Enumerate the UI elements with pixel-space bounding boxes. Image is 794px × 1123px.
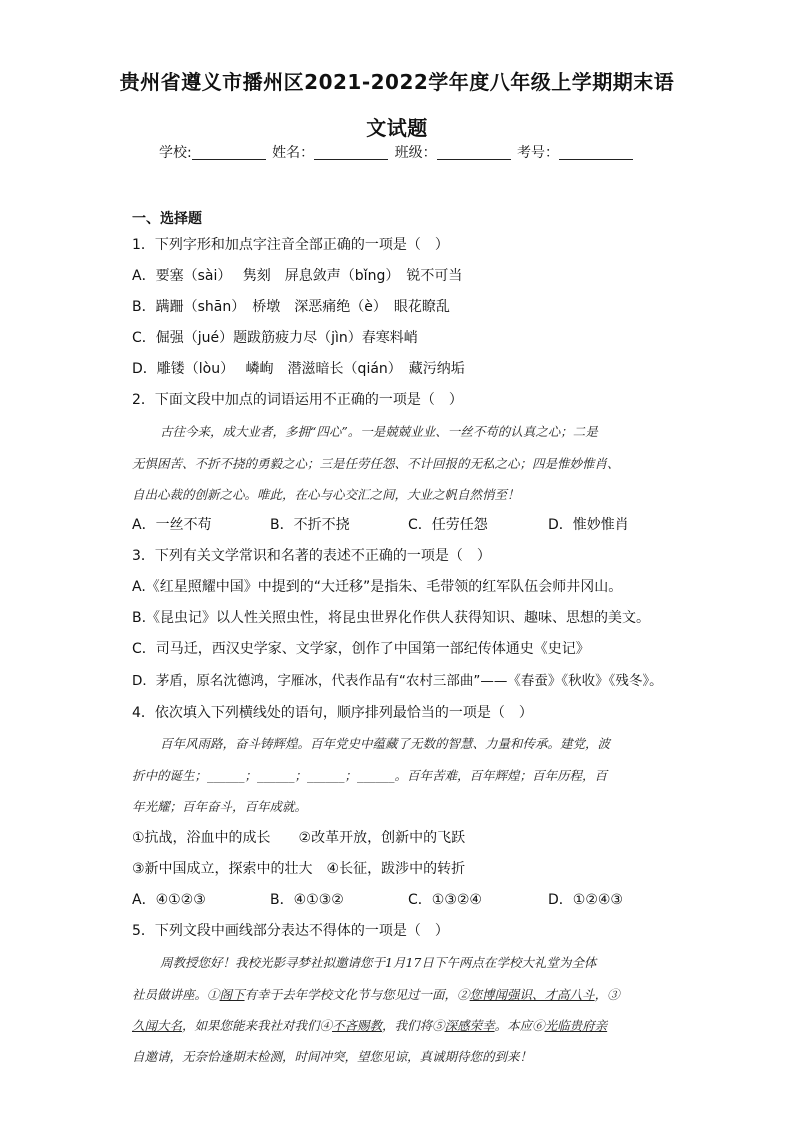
q3-option-a: A.《红星照耀中国》中提到的“大迁移”是指朱、毛带领的红军队伍会师井冈山。 xyxy=(132,579,623,595)
school-label: 学校: xyxy=(158,145,192,161)
q4-stem: 4．依次填入下列横线处的语句，顺序排列最恰当的一项是（ ） xyxy=(132,705,533,721)
q2-option-b: B．不折不挠 xyxy=(270,517,350,533)
class-label: 班级： xyxy=(394,145,437,161)
q5-p3-text-c: 。本应⑥ xyxy=(494,1018,545,1033)
q5-underline-4: 不吝赐教 xyxy=(332,1018,383,1033)
name-blank[interactable] xyxy=(314,145,388,160)
q5-underline-2: 您博闻强识、才高八斗 xyxy=(469,987,595,1002)
q3-stem: 3．下列有关文学常识和名著的表述不正确的一项是（ ） xyxy=(132,548,491,564)
q4-option-d: D．①②④③ xyxy=(548,892,623,908)
number-label: 考号： xyxy=(517,145,560,161)
q5-passage-4: 自邀请，无奈恰逢期末检测，时间冲突，望您见谅，真诚期待您的到来！ xyxy=(132,1049,533,1064)
title-line-1: 贵州省遵义市播州区2021-2022学年度八年级上学期期末语 xyxy=(119,70,675,94)
q5-p3-text-b: ，我们将⑤ xyxy=(382,1018,445,1033)
q4-sentences-2: ③新中国成立，探索中的壮大 ④长征，跋涉中的转折 xyxy=(132,861,466,877)
q3-option-b: B.《昆虫记》以人性关照虫性，将昆虫世界化作供人获得知识、趣味、思想的美文。 xyxy=(132,610,651,626)
q5-p2-text-a: 社员做讲座。① xyxy=(132,987,220,1002)
q5-stem: 5．下列文段中画线部分表达不得体的一项是（ ） xyxy=(132,923,449,939)
q5-underline-6: 光临贵府亲 xyxy=(544,1018,608,1033)
q2-option-d: D．惟妙惟肖 xyxy=(548,517,629,533)
q5-passage-1: 周教授您好！我校光影寻梦社拟邀请您于1月17日下午两点在学校大礼堂为全体 xyxy=(160,955,597,970)
class-blank[interactable] xyxy=(437,145,511,160)
title-line-2: 文试题 xyxy=(366,116,428,140)
name-label: 姓名： xyxy=(272,145,315,161)
q5-underline-1: 阁下 xyxy=(219,987,245,1002)
q3-option-c: C．司马迁，西汉史学家、文学家，创作了中国第一部纪传体通史《史记》 xyxy=(132,641,590,657)
q5-underline-5: 深感荣幸 xyxy=(444,1018,495,1033)
number-blank[interactable] xyxy=(559,145,633,160)
q4-option-b: B．④①③② xyxy=(270,892,344,908)
q4-option-c: C．①③②④ xyxy=(408,892,482,908)
q2-passage-1: 古往今来，成大业者，多拥“四心”。一是兢兢业业、一丝不苟的认真之心；二是 xyxy=(160,424,598,439)
q2-passage-2: 无惧困苦、不折不挠的勇毅之心；三是任劳任怨、不计回报的无私之心；四是惟妙惟肖、 xyxy=(132,456,620,471)
q5-passage-2 xyxy=(132,985,672,1003)
q4-passage-2: 折中的诞生；______；______；______；______。百年苦难，百年辉煌；百年历程，百 xyxy=(132,768,608,783)
q5-underline-3: 久闻大名 xyxy=(132,1018,183,1033)
section-heading: 一、选择题 xyxy=(132,211,202,227)
q2-option-c: C．任劳任怨 xyxy=(408,517,488,533)
q4-option-a: A．④①②③ xyxy=(132,892,206,908)
q1-option-b: B．蹒跚（shān） 桥墩 深恶痛绝（è） 眼花瞭乱 xyxy=(132,299,450,315)
q3-option-d: D．茅盾，原名沈德鸿，字雁冰，代表作品有“农村三部曲”——《春蚕》《秋收》《残冬》。 xyxy=(132,673,663,689)
q5-p2-text-c: ，③ xyxy=(594,987,620,1002)
q2-option-a: A．一丝不苟 xyxy=(132,517,212,533)
school-blank[interactable] xyxy=(192,145,266,160)
q5-p2-text-b: 有幸于去年学校文化节与您见过一面，② xyxy=(244,987,470,1002)
q1-option-d: D．雕镂（lòu） 嶙峋 潜滋暗长（qián） 藏污纳垢 xyxy=(132,361,465,377)
q1-option-c: C．倔强（jué）题跋筋疲力尽（jìn）春寒料峭 xyxy=(132,330,418,346)
q4-sentences-1: ①抗战，浴血中的成长 ②改革开放，创新中的飞跃 xyxy=(132,830,466,846)
q2-passage-3: 自出心裁的创新之心。唯此，在心与心交汇之间，大业之帆自然悄至！ xyxy=(132,487,520,502)
q4-passage-3: 年光耀；百年奋斗，百年成就。 xyxy=(132,799,308,814)
q5-p3-text-a: ，如果您能来我社对我们④ xyxy=(182,1018,333,1033)
student-info-row xyxy=(0,142,794,162)
q1-stem: 1．下列字形和加点字注音全部正确的一项是（ ） xyxy=(132,237,449,253)
q5-passage-3 xyxy=(132,1016,672,1034)
q2-stem: 2．下面文段中加点的词语运用不正确的一项是（ ） xyxy=(132,392,463,408)
q1-option-a: A．要塞（sài） 隽刻 屏息敛声（bǐng） 锐不可当 xyxy=(132,268,463,284)
q4-passage-1: 百年风雨路，奋斗铸辉煌。百年党史中蕴藏了无数的智慧、力量和传承。建党，波 xyxy=(160,736,611,751)
